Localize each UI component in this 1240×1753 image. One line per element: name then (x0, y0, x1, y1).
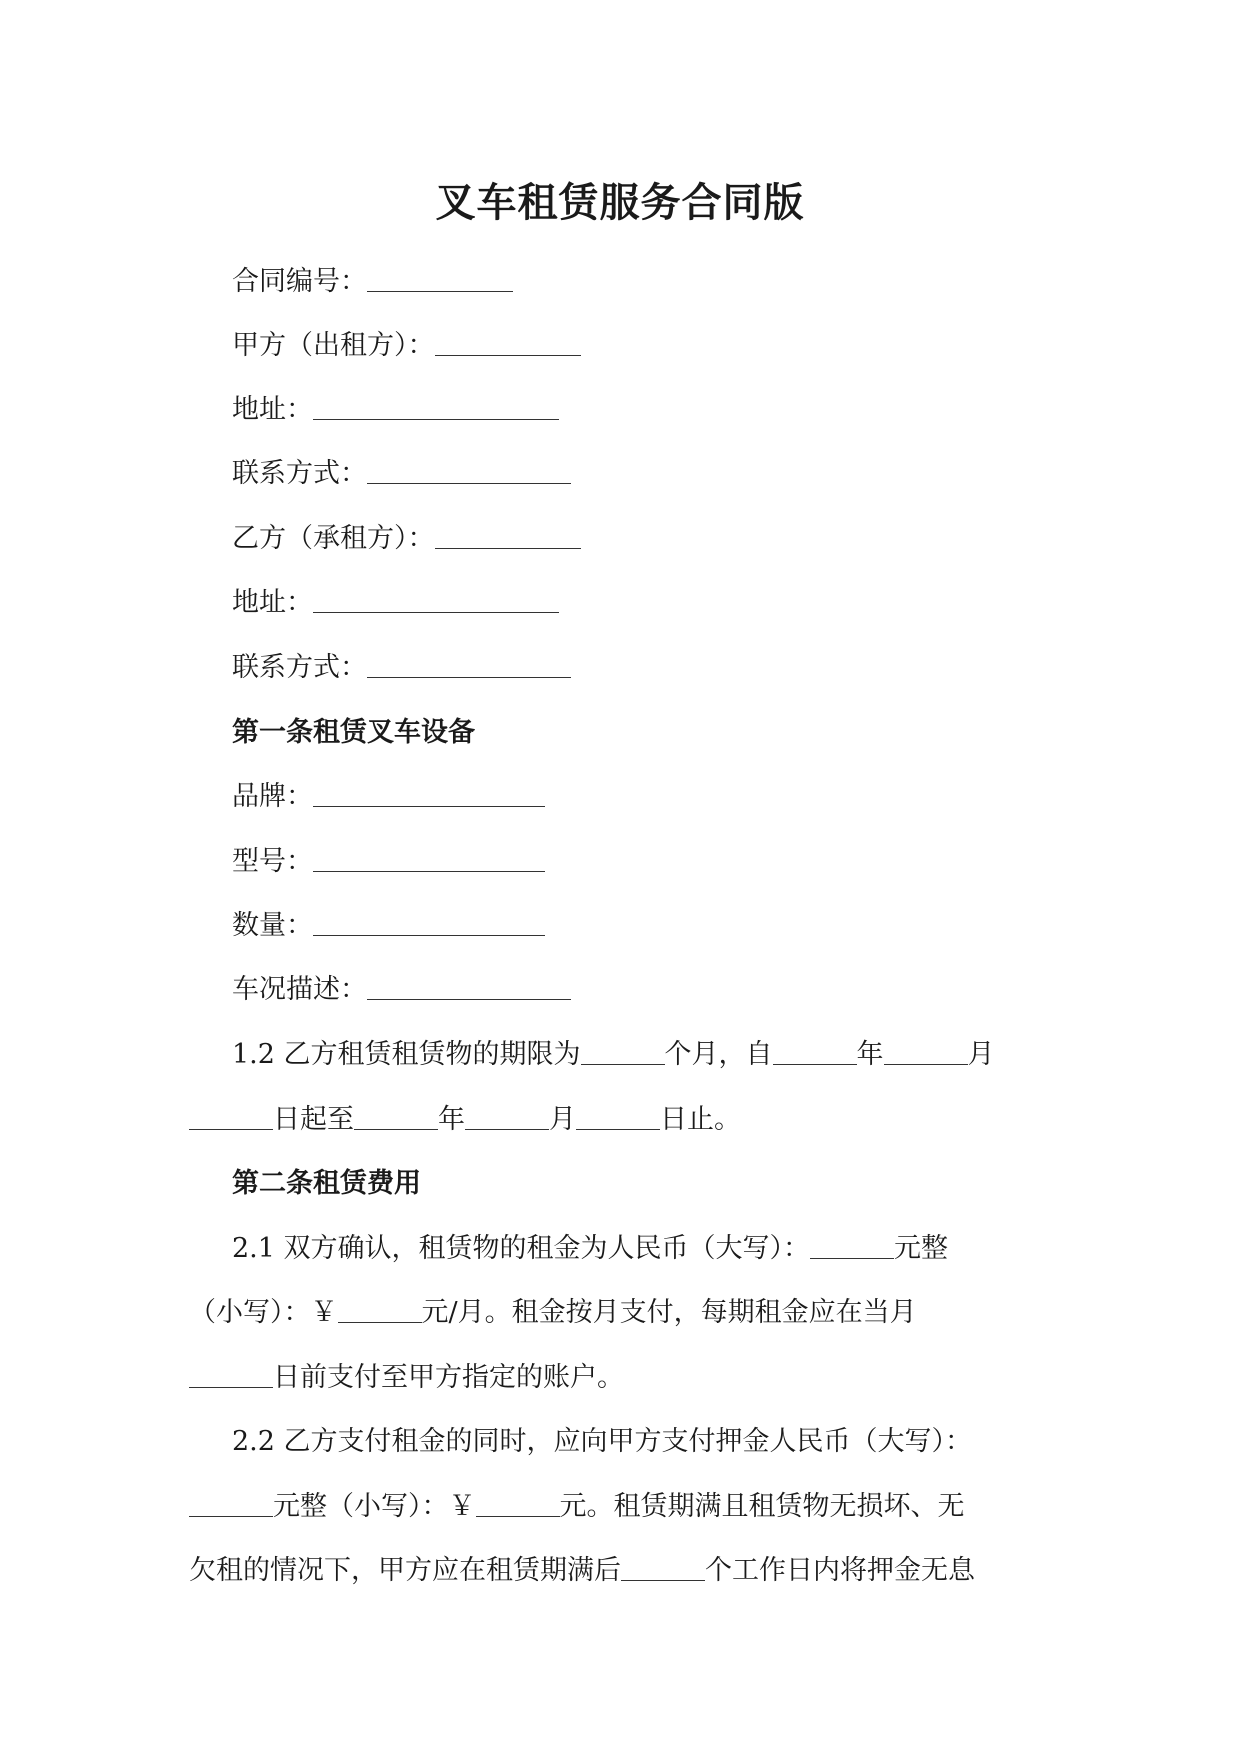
clause-2-2-line-3 (189, 1551, 975, 1591)
deposit-refund-days-blank[interactable] (621, 1554, 705, 1581)
party-b-label: 乙方（承租方）： (232, 523, 435, 554)
party-b-blank[interactable] (435, 522, 581, 549)
clause-1-2-line-2 (189, 1100, 741, 1140)
model-blank[interactable] (313, 845, 545, 872)
party-a-address-label: 地址： (232, 394, 313, 425)
quantity-label: 数量： (232, 910, 313, 941)
clause-2-1-line-1 (232, 1229, 948, 1269)
party-a-contact-blank[interactable] (367, 457, 571, 484)
rent-lowercase-blank[interactable] (338, 1296, 422, 1323)
party-a-label: 甲方（出租方）： (232, 330, 435, 361)
start-month-blank[interactable] (884, 1038, 968, 1065)
clause-2-2-text-c: 元。租赁期满且租赁物无损坏、无 (559, 1491, 965, 1522)
clause-2-1-text-e: 日前支付至甲方指定的账户。 (273, 1362, 624, 1393)
clause-1-2-text-f: 年 (438, 1104, 465, 1135)
clause-2-1-line-2 (189, 1293, 917, 1333)
clause-2-2-line-1 (232, 1422, 972, 1462)
party-a-line (232, 326, 581, 366)
contract-number-label: 合同编号： (232, 266, 367, 297)
party-a-blank[interactable] (435, 329, 581, 356)
party-a-contact-label: 联系方式： (232, 458, 367, 489)
clause-2-1-text-c: （小写）：￥ (189, 1297, 338, 1328)
clause-1-2-text-g: 月 (549, 1104, 576, 1135)
clause-2-2-line-2 (189, 1487, 965, 1527)
rent-due-day-blank[interactable] (189, 1361, 273, 1388)
clause-2-1-text-d: 元/月。租金按月支付，每期租金应在当月 (421, 1297, 917, 1328)
clause-1-2-text-a: 1.2 乙方租赁租赁物的期限为 (232, 1039, 581, 1070)
quantity-blank[interactable] (313, 909, 545, 936)
party-b-contact-line (232, 648, 571, 688)
clause-1-2-text-e: 日起至 (273, 1104, 354, 1135)
clause-1-2-text-b: 个月，自 (664, 1039, 773, 1070)
deposit-uppercase-blank[interactable] (189, 1490, 273, 1517)
condition-label: 车况描述： (232, 974, 367, 1005)
clause-2-2-text-a: 2.2 乙方支付租金的同时，应向甲方支付押金人民币（大写）： (232, 1426, 973, 1457)
condition-blank[interactable] (367, 973, 571, 1000)
brand-line (232, 777, 545, 817)
clause-2-1-text-b: 元整 (894, 1233, 949, 1264)
condition-line (232, 970, 571, 1010)
party-b-contact-blank[interactable] (367, 651, 571, 678)
start-year-blank[interactable] (773, 1038, 857, 1065)
party-b-address-blank[interactable] (313, 586, 559, 613)
clause-1-2-line-1 (232, 1035, 995, 1075)
deposit-lowercase-blank[interactable] (476, 1490, 560, 1517)
section1-heading: 第一条租赁叉车设备 (232, 717, 475, 748)
party-a-address-line (232, 390, 559, 430)
party-b-address-line (232, 583, 559, 623)
brand-blank[interactable] (313, 780, 545, 807)
model-label: 型号： (232, 846, 313, 877)
rent-uppercase-blank[interactable] (810, 1232, 894, 1259)
end-month-blank[interactable] (465, 1103, 549, 1130)
quantity-line (232, 906, 545, 946)
party-a-address-blank[interactable] (313, 393, 559, 420)
document-title: 叉车租赁服务合同版 (435, 180, 805, 226)
party-a-contact-line (232, 454, 571, 494)
section2-heading: 第二条租赁费用 (232, 1168, 421, 1199)
clause-2-2-text-d: 欠租的情况下，甲方应在租赁期满后 (189, 1555, 621, 1586)
clause-1-2-text-c: 年 (856, 1039, 884, 1070)
party-b-contact-label: 联系方式： (232, 652, 367, 683)
clause-2-1-line-3 (189, 1358, 624, 1398)
clause-2-2-text-e: 个工作日内将押金无息 (705, 1555, 975, 1586)
model-line (232, 842, 545, 882)
contract-number-blank[interactable] (367, 265, 513, 292)
clause-2-1-text-a: 2.1 双方确认，租赁物的租金为人民币（大写）： (232, 1233, 811, 1264)
party-b-address-label: 地址： (232, 587, 313, 618)
end-day-blank[interactable] (576, 1103, 660, 1130)
lease-months-blank[interactable] (581, 1038, 665, 1065)
clause-1-2-text-h: 日止。 (660, 1104, 741, 1135)
clause-2-2-text-b: 元整（小写）：￥ (273, 1491, 476, 1522)
contract-number-line (232, 262, 513, 302)
start-day-blank[interactable] (189, 1103, 273, 1130)
party-b-line (232, 519, 581, 559)
clause-1-2-text-d: 月 (967, 1039, 995, 1070)
brand-label: 品牌： (232, 781, 313, 812)
end-year-blank[interactable] (354, 1103, 438, 1130)
